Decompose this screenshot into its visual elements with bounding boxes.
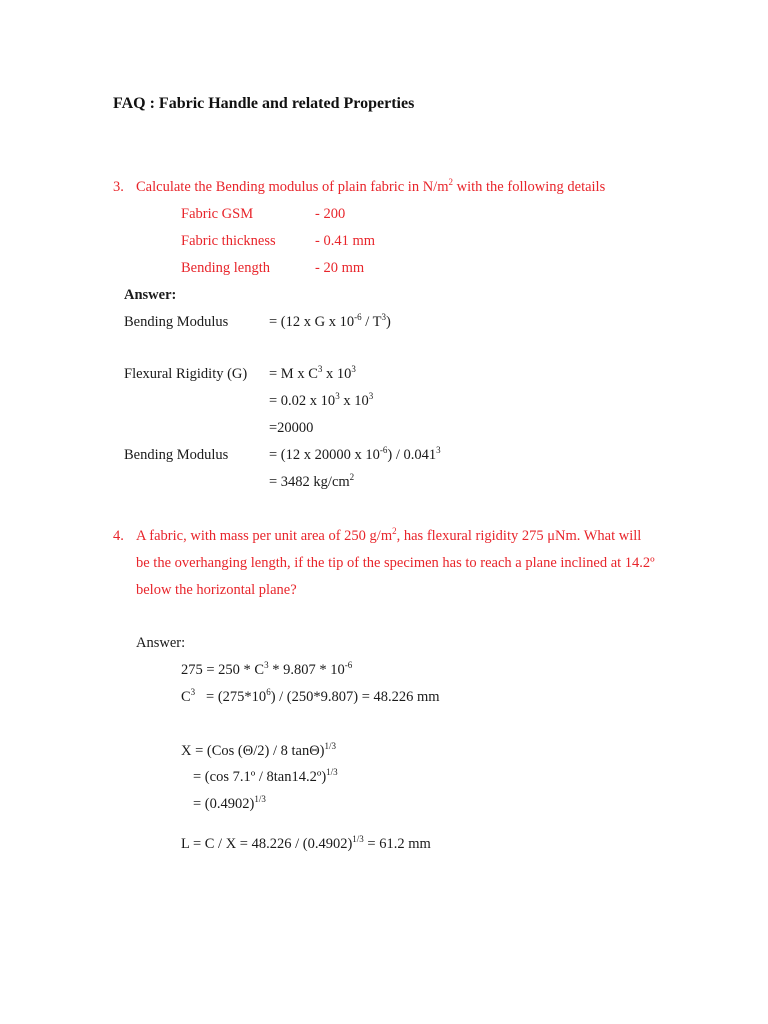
equation-line: = $(0.4902)^{1/3}$ <box>193 794 266 812</box>
flexural-rigidity-result: =20000 <box>269 420 314 436</box>
equation-line: = (cos 7.1º / 8tan14.2º)$^{1/3}$ <box>193 767 338 785</box>
detail-value: - 0.41 mm <box>315 233 376 249</box>
answer-label: Answer: <box>124 287 177 303</box>
page-title: FAQ : Fabric Handle and related Properties <box>113 95 415 112</box>
flexural-rigidity-formula: = M x $C^3$ x $10^3$ <box>269 364 356 382</box>
bending-modulus-step: = (12 x 20000 x $10^{-6}) / 0.041^3$ <box>269 445 441 463</box>
detail-value: - 20 mm <box>315 260 365 276</box>
question-4-line: A fabric, with mass per unit area of 250 $g/m^2$, has flexural rigidity 275 μNm. What will <box>136 526 642 544</box>
detail-label: Fabric GSM <box>181 206 254 222</box>
detail-value: - 200 <box>315 206 346 222</box>
flexural-rigidity-label: Flexural Rigidity (G) <box>124 366 248 382</box>
equation-result: $L = C / X = 48.226 / (0.4902)^{1/3} = 61.2$ mm <box>181 834 431 852</box>
detail-label: Bending length <box>181 260 271 276</box>
question-4-number: 4. <box>113 528 124 544</box>
bending-modulus-label: Bending Modulus <box>124 447 229 463</box>
bending-modulus-result: = 3482 $kg/cm^2$ <box>269 472 355 490</box>
bending-modulus-formula: = (12 x G x $10^{-6} / T^3$) <box>269 312 391 330</box>
question-3-number: 3. <box>113 179 124 195</box>
question-3-prompt: Calculate the Bending modulus of plain fabric in $N/m^2$ with the following details <box>136 177 606 195</box>
answer-label: Answer: <box>136 635 186 651</box>
flexural-rigidity-step: = 0.02 x $10^3$ x $10^3$ <box>269 391 374 409</box>
equation-line: $C^3 = (275*10^6) / (250*9.807) = 48.226$ mm <box>181 687 440 705</box>
question-4-line: be the overhanging length, if the tip of the specimen has to reach a plane inclined at 14.2º <box>136 555 655 571</box>
question-4-line: below the horizontal plane? <box>136 582 297 598</box>
equation-line: $275 = 250 * C^3 * 9.807 * 10^{-6}$ <box>181 660 353 678</box>
bending-modulus-label: Bending Modulus <box>124 314 229 330</box>
detail-label: Fabric thickness <box>181 233 276 249</box>
equation-line: X = (Cos (Θ/2) / 8 tanΘ)$^{1/3}$ <box>181 741 337 759</box>
